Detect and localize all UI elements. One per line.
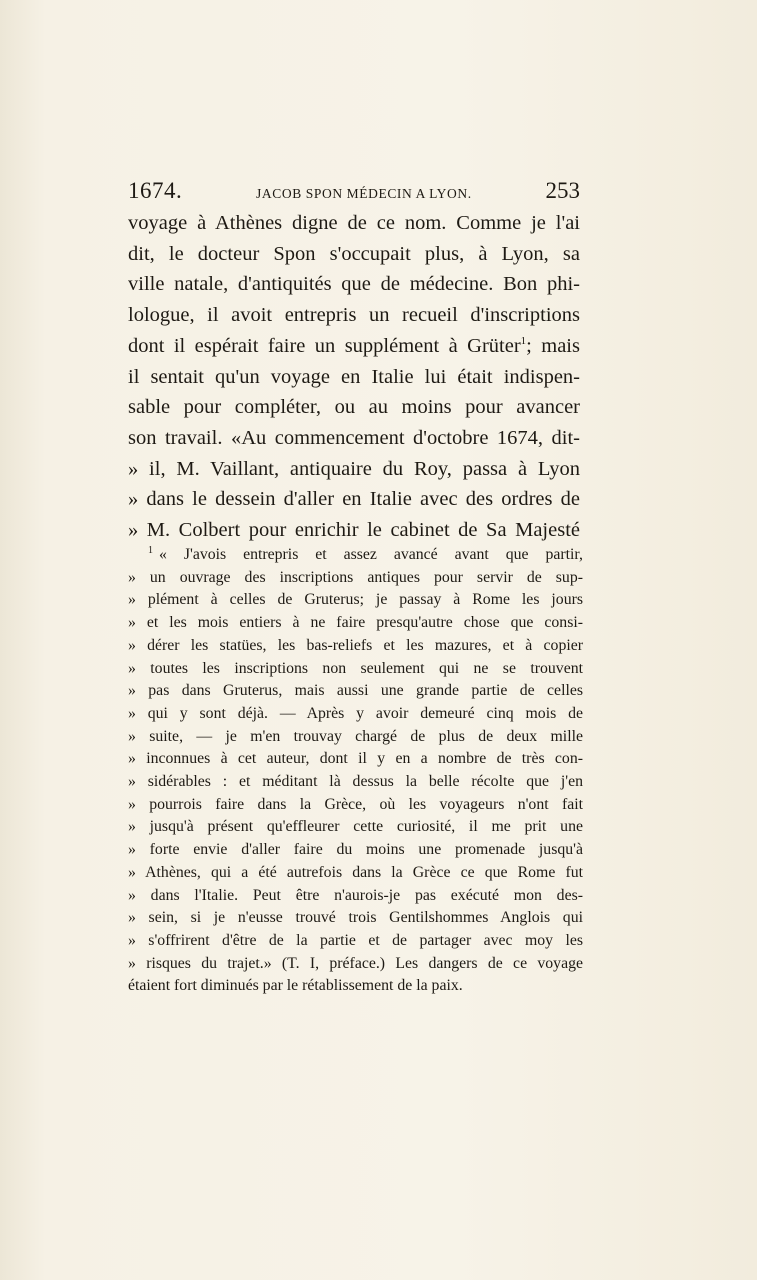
footnote-line: » pourrois faire dans la Grèce, où les voyageurs n'ont fait [128,795,583,813]
footnote-line: » et les mois entiers à ne faire presqu'autre chose que consi- [128,614,583,632]
running-title: JACOB SPON MÉDECIN A LYON. [256,186,472,201]
text-line: » dans le dessein d'aller en Italie avec des ordres de [128,488,580,511]
footnote-line: » dérer les statües, les bas-reliefs et les mazures, et à copier [128,636,583,654]
footnote-line: » inconnues à cet auteur, dont il y en a nombre de très con- [128,750,583,768]
footnote-line: » s'offrirent d'être de la partie et de partager avec moy les [128,931,583,949]
footnote-line: » sidérables : et méditant là dessus la belle récolte que j'en [128,773,583,791]
footnote-line: » sein, si je n'eusse trouvé trois Gentilshommes Anglois qui [128,909,583,927]
text-line: » M. Colbert pour enrichir le cabinet de Sa Majesté [128,519,580,542]
page-number: 253 [545,178,580,203]
text-line: » il, M. Vaillant, antiquaire du Roy, passa à Lyon [128,457,580,480]
footnote-line: » forte envie d'aller faire du moins une promenade jusqu'à [128,841,583,859]
footnote-line: » Athènes, qui a été autrefois dans la Grèce ce que Rome fut [128,863,583,881]
footnote-line: » suite, — je m'en trouvay chargé de plus de deux mille [128,727,583,745]
text-segment: ; mais [526,334,580,357]
header-year: 1674. [128,178,183,203]
footnote-reference: 1 [520,334,527,347]
text-line: son travail. «Au commencement d'octobre 1674, dit- [128,426,580,449]
footnote-line [128,544,583,567]
footnote-line: » pas dans Gruterus, mais aussi une grande partie de celles [128,682,583,700]
footnote-line: » toutes les inscriptions non seulement qui ne se trouvent [128,659,583,677]
text-line: lologue, il avoit entrepris un recueil d'inscriptions [128,304,580,327]
footnote-line: » plément à celles de Gruterus; je passay à Rome les jours [128,591,583,609]
footnote-line: » risques du trajet.» (T. I, préface.) Les dangers de ce voyage [128,954,583,972]
text-line: voyage à Athènes digne de ce nom. Comme je l'ai [128,212,580,234]
text-line: sable pour compléter, ou au moins pour avancer [128,396,580,419]
footnote-mark: 1 [148,544,153,556]
footnote-line: » qui y sont déjà. — Après y avoir demeuré cinq mois de [128,704,583,722]
footnote-line: étaient fort diminués par le rétablissement de la paix. [128,977,463,995]
footnote-line: » un ouvrage des inscriptions antiques pour servir de sup- [128,568,583,586]
footnote-text: « J'avois entrepris et assez avancé avant que partir, [159,546,583,563]
main-text [128,208,580,546]
text-line: ville natale, d'antiquités que de médecine. Bon phi- [128,273,580,296]
footnote-block [128,544,583,998]
footnote-line: » dans l'Italie. Peut être n'aurois-je pas exécuté mon des- [128,886,583,904]
text-line: il sentait qu'un voyage en Italie lui était indispen- [128,365,580,388]
text-segment: dont il espérait faire un supplément à Grüter [128,334,521,357]
running-header [128,178,580,208]
text-line: dit, le docteur Spon s'occupait plus, à Lyon, sa [128,242,580,265]
footnote-line: » jusqu'à présent qu'effleurer cette curiosité, il me prit une [128,818,583,836]
text-line-with-footnote-ref [128,331,580,362]
